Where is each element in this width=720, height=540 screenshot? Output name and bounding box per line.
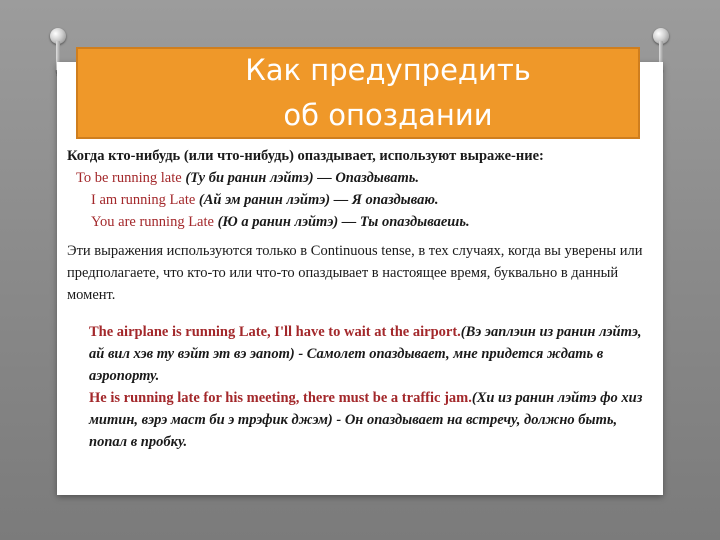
example-english: The airplane is running Late, I'll have to wait at the airport. [89, 324, 461, 340]
explanation-text: Эти выражения используются только в Continuous tense, в тех случаях, когда вы уверены или предполагаете, что кто-то или что-то опаздывает в настоящее время, буквально в данный момент. [67, 243, 643, 303]
phrase-english: To be running late [76, 170, 182, 186]
intro-text: Когда кто-нибудь (или что-нибудь) опаздывает, используют выраже-ние: [67, 148, 544, 164]
example-paragraph [67, 387, 652, 453]
phrase-russian: (Ай эм ранин лэйтэ) — Я опаздываю. [198, 192, 439, 208]
title-box [76, 47, 640, 139]
phrase-english: You are running Late [91, 214, 214, 230]
example-russian: (Вэ эаплэин из ранин лэйтэ, ай вил хэв ту вэйт эт вэ эапот) - Самолет опаздывает, мне придется ждать в аэропорту. [89, 324, 642, 384]
slide-title: Как предупредить об опоздании [245, 53, 531, 132]
phrase-russian: (Ту би ранин лэйтэ) — Опаздывать. [185, 170, 420, 186]
phrase-line [67, 167, 652, 189]
example-russian: (Хи из ранин лэйтэ фо хиз митин, вэрэ маст би э трэфик джэм) - Он опаздывает на встречу, должно быть, попал в пробку. [89, 390, 643, 450]
phrase-line [67, 211, 652, 233]
phrase-english: I am running Late [91, 192, 196, 208]
phrase-russian: (Ю а ранин лэйтэ) — Ты опаздываешь. [217, 214, 470, 230]
example-paragraph [67, 321, 652, 387]
slide-body [67, 145, 652, 453]
phrase-line [67, 189, 652, 211]
example-english: He is running late for his meeting, there must be a traffic jam. [89, 390, 472, 406]
